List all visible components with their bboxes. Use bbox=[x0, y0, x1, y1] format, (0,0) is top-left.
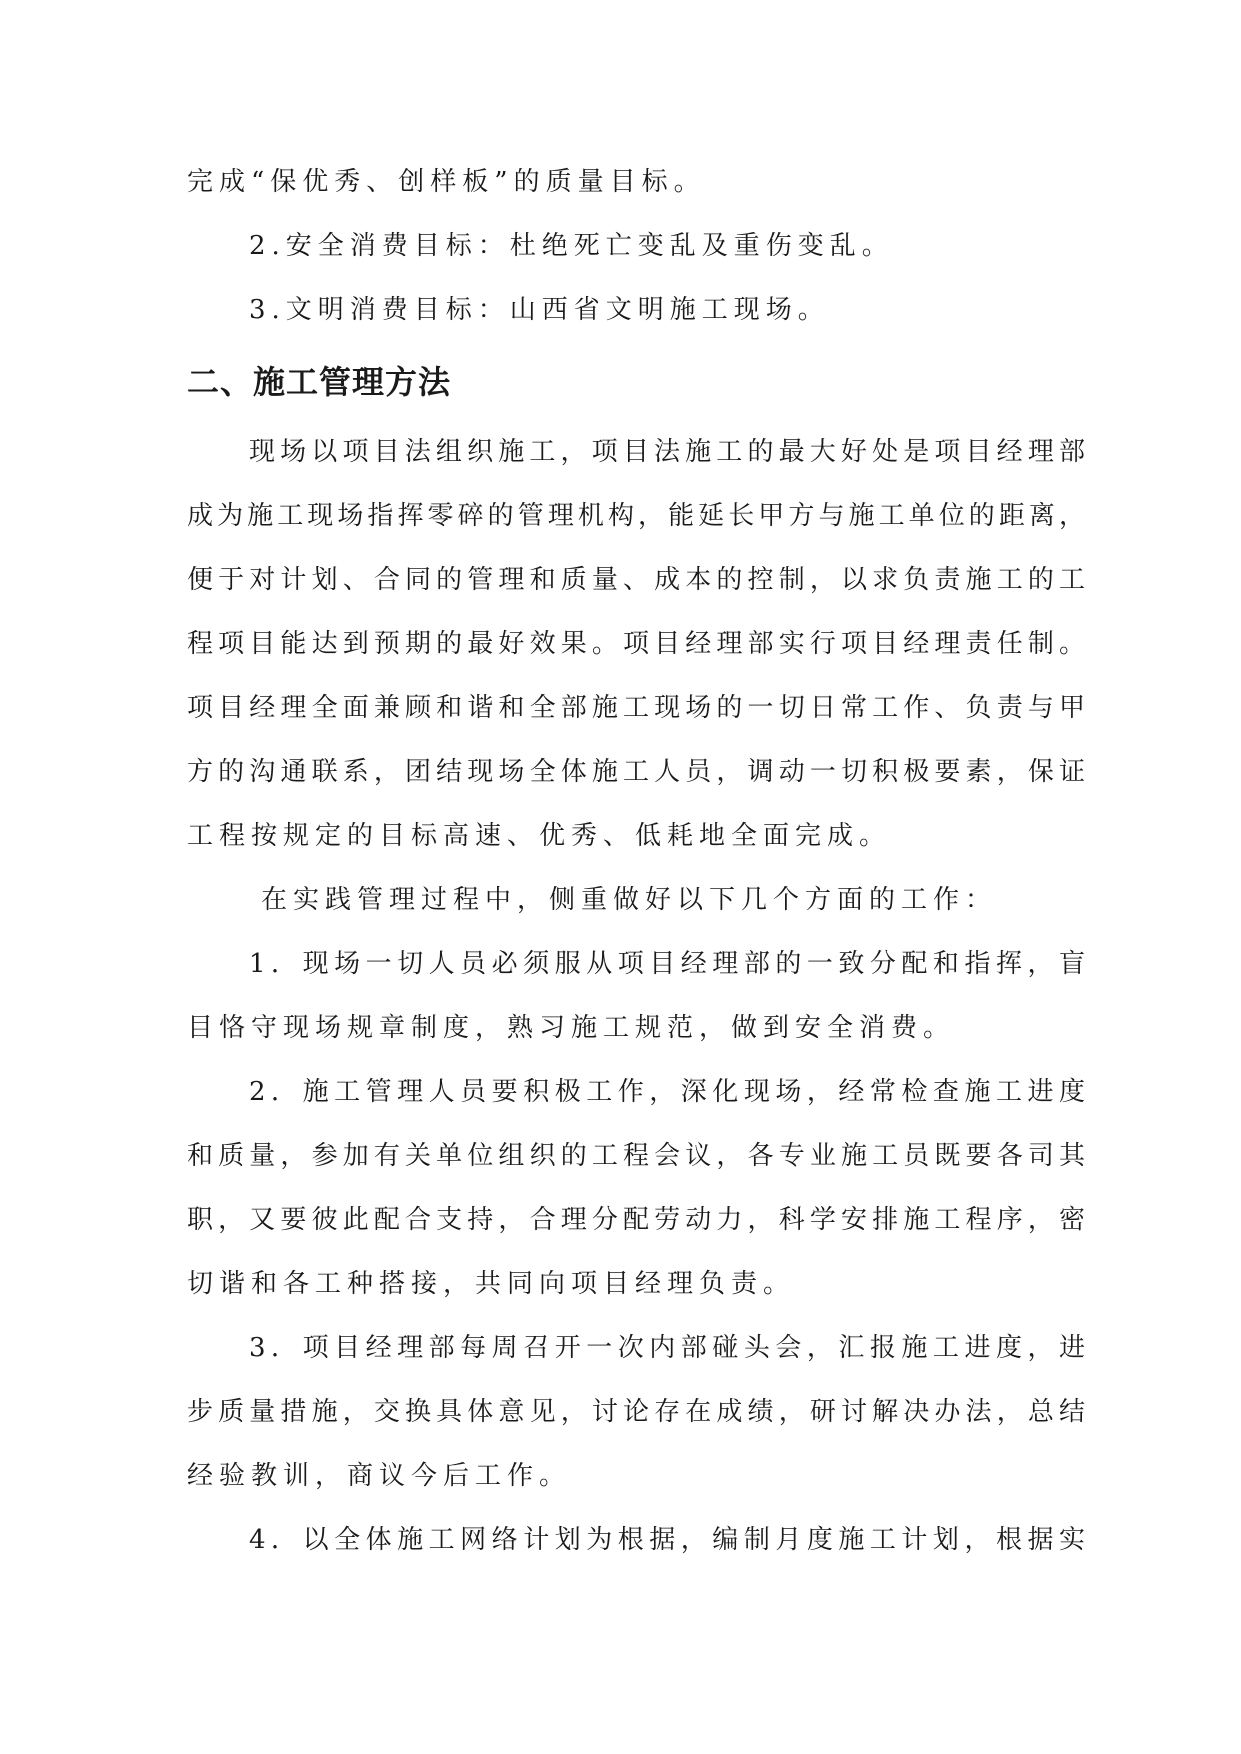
paragraph-line: 工程按规定的目标高速、优秀、低耗地全面完成。 bbox=[187, 821, 892, 851]
safety-goal-line: 2.安全消费目标：杜绝死亡变乱及重伤变乱。 bbox=[249, 231, 894, 261]
list-item-line: 职，又要彼此配合支持，合理分配劳动力，科学安排施工程序，密 bbox=[187, 1205, 1087, 1235]
paragraph-line: 成为施工现场指挥零碎的管理机构，能延长甲方与施工单位的距离， bbox=[187, 501, 1087, 531]
civilization-goal-line: 3.文明消费目标：山西省文明施工现场。 bbox=[249, 295, 830, 325]
paragraph-line: 方的沟通联系，团结现场全体施工人员，调动一切积极要素，保证 bbox=[187, 757, 1087, 787]
list-item-line: 1．现场一切人员必须服从项目经理部的一致分配和指挥，盲 bbox=[249, 949, 1087, 979]
paragraph-line: 现场以项目法组织施工，项目法施工的最大好处是项目经理部 bbox=[249, 437, 1087, 467]
paragraph-line: 便于对计划、合同的管理和质量、成本的控制，以求负责施工的工 bbox=[187, 565, 1087, 595]
list-item-line: 3．项目经理部每周召开一次内部碰头会，汇报施工进度，进 bbox=[249, 1333, 1087, 1363]
paragraph-line: 程项目能达到预期的最好效果。项目经理部实行项目经理责任制。 bbox=[187, 629, 1087, 659]
list-item-line: 目恪守现场规章制度，熟习施工规范，做到安全消费。 bbox=[187, 1013, 956, 1043]
list-item-line: 步质量措施，交换具体意见，讨论存在成绩，研讨解决办法，总结 bbox=[187, 1397, 1087, 1427]
list-item-line: 和质量，参加有关单位组织的工程会议，各专业施工员既要各司其 bbox=[187, 1141, 1087, 1171]
list-item-line: 切谐和各工种搭接，共同向项目经理负责。 bbox=[187, 1269, 796, 1299]
list-item-line: 2．施工管理人员要积极工作，深化现场，经常检查施工进度 bbox=[249, 1077, 1087, 1107]
list-item-line: 经验教训，商议今后工作。 bbox=[187, 1461, 572, 1491]
document-page bbox=[187, 150, 1087, 1572]
list-item-line: 4．以全体施工网络计划为根据，编制月度施工计划，根据实 bbox=[249, 1525, 1087, 1555]
paragraph-line: 完成“保优秀、创样板”的质量目标。 bbox=[187, 167, 706, 197]
paragraph-line: 项目经理全面兼顾和谐和全部施工现场的一切日常工作、负责与甲 bbox=[187, 693, 1087, 723]
paragraph-line: 在实践管理过程中，侧重做好以下几个方面的工作： bbox=[261, 885, 998, 915]
section-heading: 二、施工管理方法 bbox=[187, 363, 452, 401]
